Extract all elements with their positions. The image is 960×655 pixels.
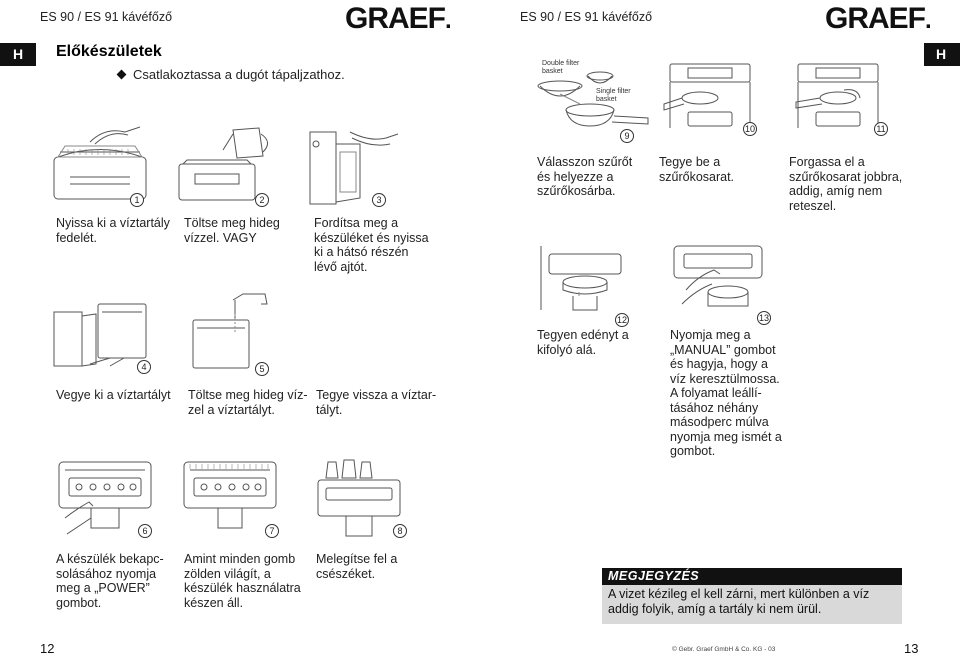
step-9-caption: Válasszon szűrőt és helyezze a szűrőkosárba. <box>537 155 633 198</box>
step-number-1: 1 <box>130 193 144 207</box>
step-11-caption: Forgassa el a szűrőkosarat jobbra, addig, amíg nem reteszel. <box>789 155 903 213</box>
step-number-5: 5 <box>255 362 269 376</box>
single-filter-label: Single filter basket <box>596 88 631 103</box>
step-number-8: 8 <box>393 524 407 538</box>
illustration-open-back-door <box>300 122 400 207</box>
double-filter-label: Double filter basket <box>542 60 580 75</box>
copyright-footer: © Gebr. Graef GmbH & Co. KG - 03 <box>672 646 776 653</box>
step-5-caption: Töltse meg hideg víz- zel a víztartályt. <box>188 388 308 417</box>
step-9-warm-cups-caption: Melegítse fel a csészéket. <box>316 552 398 581</box>
bullet-text: Csatlakoztassa a dugót tápaljzathoz. <box>133 67 345 82</box>
illustration-fill-tank-tap <box>185 292 280 372</box>
brand-text: GRAEF <box>825 2 925 35</box>
step-4-caption: Vegye ki a víztartályt <box>56 388 171 402</box>
step-number-6: 6 <box>138 524 152 538</box>
bullet-diamond-icon <box>117 70 127 80</box>
illustration-lock-basket <box>788 58 888 138</box>
brand-dot: . <box>445 7 451 34</box>
right-header-title: ES 90 / ES 91 kávéfőző <box>520 10 653 24</box>
step-6-replace-tank-caption: Tegye vissza a víztar- tályt. <box>316 388 437 417</box>
illustration-press-manual <box>668 240 768 320</box>
left-header-title: ES 90 / ES 91 kávéfőző <box>40 10 173 24</box>
step-number-7: 7 <box>265 524 279 538</box>
step-number-9: 9 <box>620 129 634 143</box>
step-2-caption: Töltse meg hideg vízzel. VAGY <box>184 216 280 245</box>
right-brand-logo <box>825 2 931 36</box>
left-brand-logo <box>345 2 451 36</box>
step-12-caption: Tegyen edényt a kifolyó alá. <box>537 328 629 357</box>
step-8-ready-caption: Amint minden gomb zölden világít, a készülék használatra készen áll. <box>184 552 301 610</box>
page-number-right: 13 <box>904 641 919 655</box>
section-title: Előkészületek <box>56 43 162 60</box>
brand-text: GRAEF <box>345 2 445 35</box>
brand-dot: . <box>925 7 931 34</box>
note-title: MEGJEGYZÉS <box>608 569 700 583</box>
step-number-10: 10 <box>744 124 755 134</box>
step-number-4: 4 <box>137 360 151 374</box>
step-number-3: 3 <box>372 193 386 207</box>
illustration-remove-tank <box>50 292 150 372</box>
step-3-caption: Fordítsa meg a készüléket és nyissa ki a hátsó részén lévő ajtót. <box>314 216 429 274</box>
illustration-place-cup <box>535 240 635 320</box>
step-number-2: 2 <box>255 193 269 207</box>
right-language-code: H <box>936 46 947 62</box>
page-number-left: 12 <box>40 641 55 655</box>
step-number-12: 12 <box>616 315 627 325</box>
step-13-caption: Nyomja meg a „MANUAL” gombot és hagyja, hogy a víz keresztülmossa. A folyamat leállí- tásához néhány másodperc múlva nyomja meg ismét a gombot. <box>670 328 782 458</box>
step-7-power-caption: A készülék bekapc- solásához nyomja meg a „POWER” gombot. <box>56 552 164 610</box>
step-10-caption: Tegye be a szűrőkosarat. <box>659 155 735 184</box>
left-language-code: H <box>13 46 24 62</box>
note-text: A vizet kézileg el kell zárni, mert különben a víz addig folyik, amíg a tartály ki nem ürül. <box>608 587 870 616</box>
step-number-13: 13 <box>758 313 769 323</box>
step-1-caption: Nyissa ki a víztartály fedelét. <box>56 216 170 245</box>
intro-bullet <box>118 67 345 82</box>
step-number-11: 11 <box>874 122 888 136</box>
